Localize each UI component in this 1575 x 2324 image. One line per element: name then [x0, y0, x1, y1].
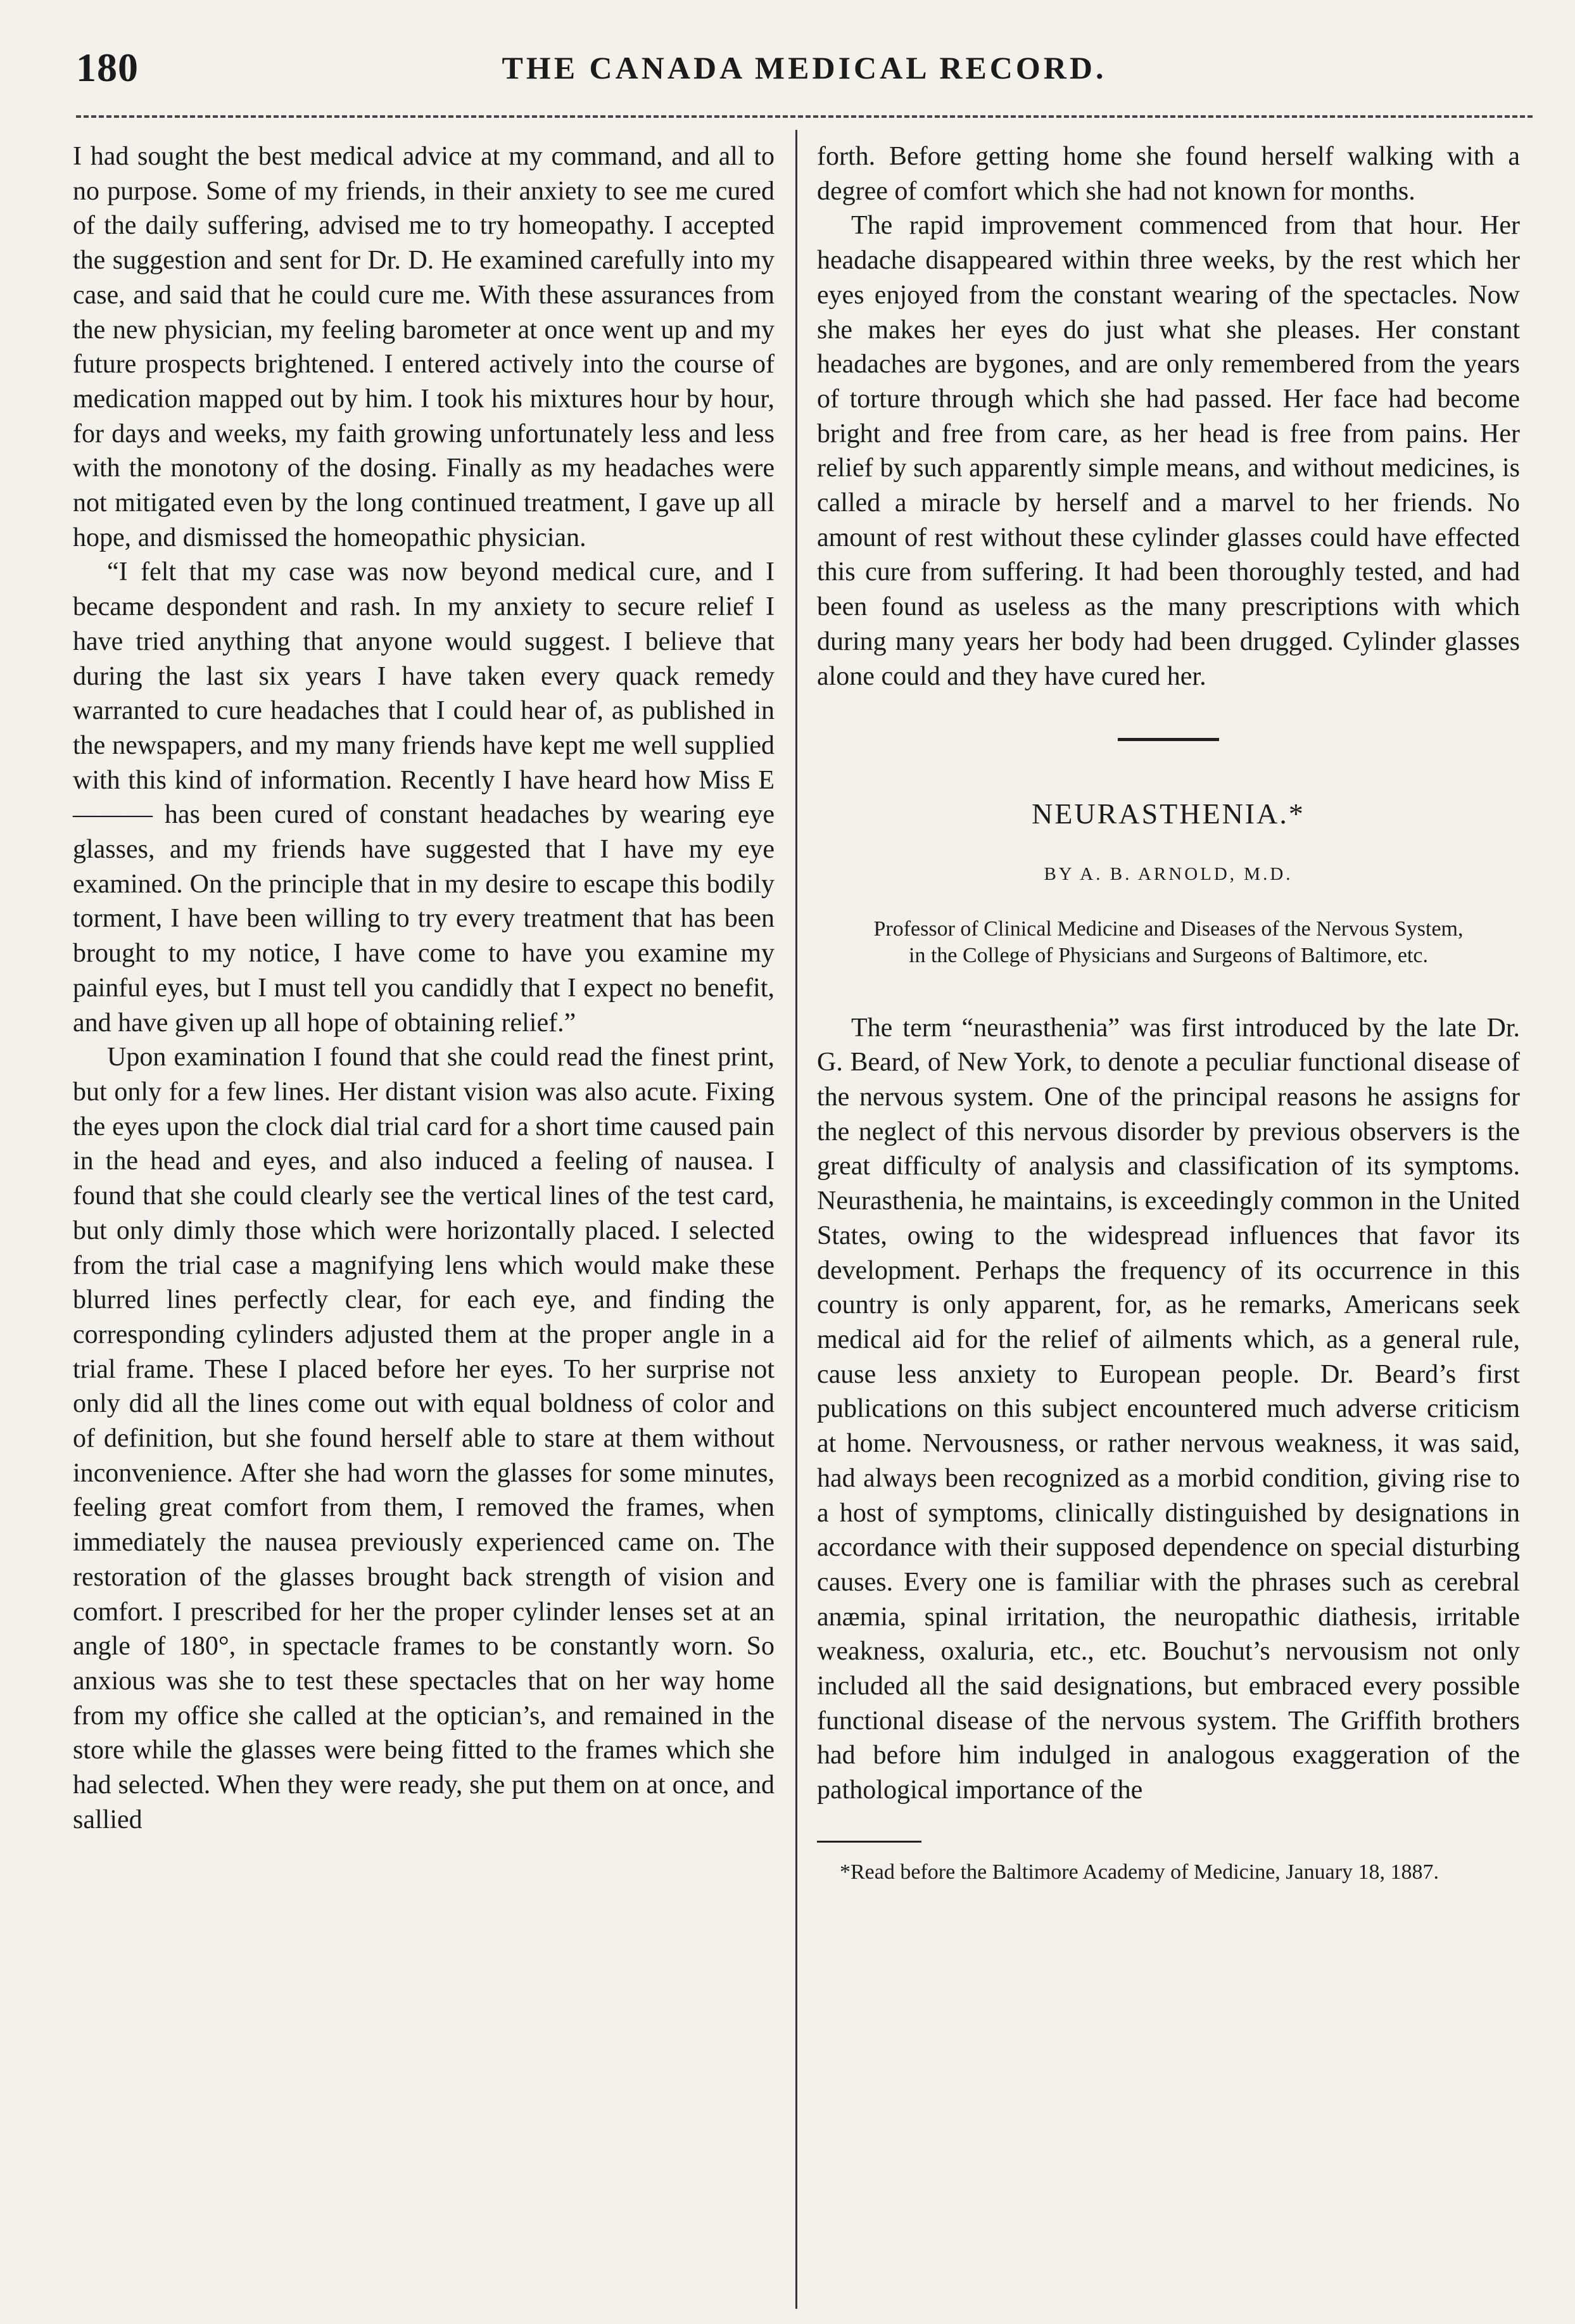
header-rule	[76, 115, 1533, 118]
column-divider	[795, 130, 797, 2309]
journal-title: THE CANADA MEDICAL RECORD.	[502, 50, 1107, 86]
section-divider	[1118, 738, 1219, 741]
footnote: *Read before the Baltimore Academy of Medicine, January 18, 1887.	[840, 1860, 1439, 1884]
left-paragraph-3: Upon examination I found that she could read the finest print, but only for a few lines. Her distant vision was also acute. Fixing the eyes upon the clock dial trial card for a short time caused pain in the head and eyes, and also induced a feeling of nausea. I found that she could clearly see the vertical lines of the test card, but only dimly those which were horizontally placed. I selected from the trial case a magnifying lens which would make these blurred lines perfectly clear, for each eye, and finding the corresponding cylinders adjusted them at the proper angle in a trial frame. These I placed before her eyes. To her surprise not only did all the lines come out with equal boldness of color and of definition, but she found herself able to stare at them without inconvenience. After she had worn the glasses for some minutes, feeling great comfort from them, I removed the frames, when immediately the nausea previously experienced came on. The restoration of the glasses brought back strength of vision and comfort. I prescribed for her the proper cylinder lenses set at an angle of 180°, in spectacle frames to be constantly worn. So anxious was she to test these spectacles that on her way home from my office she called at the optician’s, and remained in the store while the glasses were being fitted to the frames which she had selected. When they were ready, she put them on at once, and sallied	[73, 1043, 775, 1834]
author-affiliation: Professor of Clinical Medicine and Diseases of the Nervous System, in the College of Physicians and Surgeons of Baltimore, etc.	[873, 917, 1464, 967]
article-body: The term “neurasthenia” was first introduced by the late Dr. G. Beard, of New York, to denote a peculiar functional disease of the nervous system. One of the principal reasons he assigns for the neglect of this nervous disorder by previous observers is the great difficulty of analysis and classification of its symptoms. Neurasthenia, he maintains, is exceedingly common in the United States, owing to the widespread influences that favor its development. Perhaps the frequency of its occurrence in this country is only apparent, for, as he remarks, Americans seek medical aid for the relief of ailments which, as a general rule, cause less anxiety to European people. Dr. Beard’s first publications on this subject encountered much adverse criticism at home. Nervousness, or rather nervous weakness, it was said, had always been recognized as a morbid condition, giving rise to a host of symptoms, clinically distinguished by designations in accordance with their supposed dependence on special disturbing causes. Every one is familiar with the phrases such as cerebral anæmia, spinal irritation, the neuropathic diathesis, irritable weakness, oxaluria, etc., etc. Bouchut’s nervousism not only included all the said designations, but embraced every possible functional disease of the nervous system. The Griffith brothers had before him indulged in analogous exaggeration of the pathological importance of the	[817, 1013, 1520, 1805]
left-paragraph-1: I had sought the best medical advice at my command, and all to no purpose. Some of my friends, in their anxiety to see me cured of the daily suffering, advised me to try homeopathy. I accepted the suggestion and sent for Dr. D. He examined carefully into my case, and said that he could cure me. With these assurances from the new physician, my feeling barometer at once went up and my future prospects brightened. I entered actively into the course of medication mapped out by him. I took his mixtures hour by hour, for days and weeks, my faith growing unfortunately less and less with the monotony of the dosing. Finally as my headaches were not mitigated even by the long continued treatment, I gave up all hope, and dismissed the homeopathic physician.	[73, 142, 775, 552]
right-paragraph-1: forth. Before getting home she found herself walking with a degree of comfort which she had not known for months.	[817, 142, 1520, 206]
footnote-rule	[817, 1841, 921, 1843]
article-title: NEURASTHENIA.*	[1032, 797, 1305, 830]
article-byline: BY A. B. ARNOLD, M.D.	[1044, 863, 1293, 884]
page-header	[76, 44, 1533, 101]
right-column	[817, 139, 1520, 1887]
page-number: 180	[76, 45, 139, 90]
left-paragraph-2: “I felt that my case was now beyond medical cure, and I became despondent and rash. In my anxiety to secure relief I have tried anything that anyone would suggest. I believe that during the last six years I have taken every quack remedy warranted to cure headaches that I could hear of, as published in the newspapers, and my many friends have kept me well supplied with this kind of information. Recently I have heard how Miss E——— has been cured of constant headaches by wearing eye glasses, and my friends have suggested that I have my eye examined. On the principle that in my desire to escape this bodily torment, I have been willing to try every treatment that has been brought to my notice, I have come to have you examine my painful eyes, but I must tell you candidly that I expect no benefit, and have given up all hope of obtaining relief.”	[73, 557, 775, 1038]
left-column	[73, 139, 775, 1837]
right-paragraph-2: The rapid improvement commenced from that hour. Her headache disappeared within three weeks, by the rest which her eyes enjoyed from the constant wearing of the spectacles. Now she makes her eyes do just what she pleases. Her constant headaches are bygones, and are only remembered from the years of torture through which she had passed. Her face had become bright and free from care, as her head is free from pains. Her relief by such apparently simple means, and without medicines, is called a miracle by herself and a marvel to her friends. No amount of rest without these cylinder glasses could have effected this cure from suffering. It had been thoroughly tested, and had been found as useless as the many prescriptions with which during many years her body had been drugged. Cylinder glasses alone could and they have cured her.	[817, 211, 1520, 691]
